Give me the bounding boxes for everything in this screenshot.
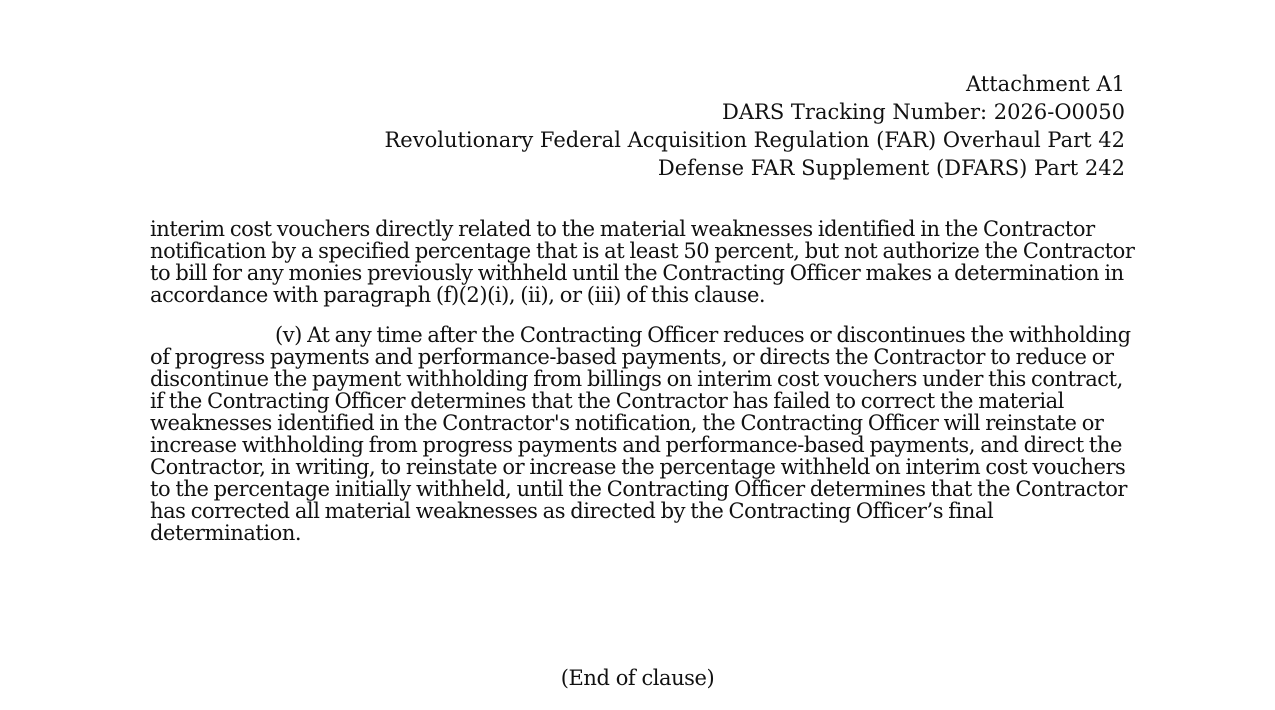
paragraph-continuation: interim cost vouchers directly related to the material weaknesses identified in the Contractor notification by a specified percentage that is at least 50 percent, but not authorize the Contractor to bill for any monies previously withheld until the Contracting Officer makes a determination in accordance with paragraph (f)(2)(i), (ii), or (iii) of this clause. [150,217,1135,307]
end-of-clause: (End of clause) [560,666,715,690]
attachment-label: Attachment A1 [966,72,1125,96]
document-body [150,218,1135,562]
tracking-number: DARS Tracking Number: 2026-O0050 [722,100,1125,124]
dfars-part-title: Defense FAR Supplement (DFARS) Part 242 [657,156,1125,180]
document-header [225,70,1125,182]
paragraph-v: (v) At any time after the Contracting Officer reduces or discontinues the withholding of progress payments and performance-based payments, or directs the Contractor to reduce or discontinue the payment withholding from billings on interim cost vouchers under this contract, if the Contracting Officer determines that the Contractor has failed to correct the material weaknesses identified in the Contractor's notification, the Contracting Officer will reinstate or increase withholding from progress payments and performance-based payments, and direct the Contractor, in writing, to reinstate or increase the percentage withheld on interim cost vouchers to the percentage initially withheld, until the Contracting Officer determines that the Contractor has corrected all material weaknesses as directed by the Contracting Officer’s final determination. [150,323,1131,545]
far-part-title: Revolutionary Federal Acquisition Regulation (FAR) Overhaul Part 42 [384,128,1125,152]
